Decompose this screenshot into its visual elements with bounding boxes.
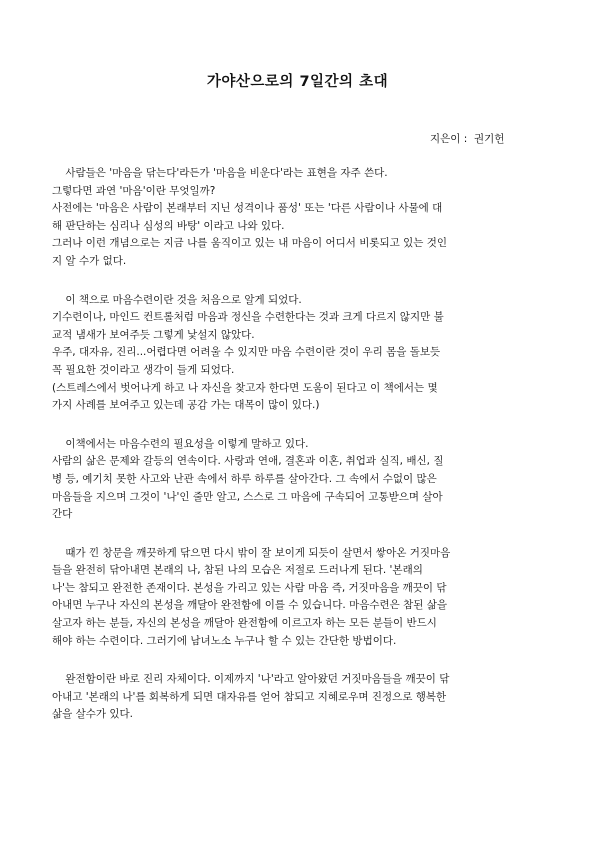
text-line: (스트레스에서 벗어나게 하고 나 자신을 찾고자 한다면 도움이 된다고 이 책에서는 몇 [52, 381, 438, 394]
text-line: 아내고 '본래의 나'를 회복하게 되면 대자유를 얻어 참되고 지혜로우며 진정으로 행복한 [52, 690, 447, 703]
text-line: 지 알 수가 없다. [52, 254, 127, 267]
text-line: 마음들을 지으며 그것이 '나'인 줄만 알고, 스스로 그 마음에 구속되어 고통받으며 살아 [52, 490, 443, 503]
text-line: 병 등, 예기치 못한 사고와 난관 속에서 하루 하루를 살아간다. 그 속에서 수없이 많은 [52, 472, 437, 485]
text-line: 사람들은 '마음을 닦는다'라든가 '마음을 비운다'라는 표현을 자주 쓴다. [52, 167, 388, 179]
text-line: 기수련이나, 마인드 컨트롤처럼 마음과 정신을 수련한다는 것과 크게 다르지 않지만 불 [52, 311, 444, 324]
text-line: 삶을 살수가 있다. [52, 708, 134, 721]
paragraph [52, 545, 549, 651]
text-line: 나'는 참되고 완전한 존재이다. 본성을 가리고 있는 사람 마음 즉, 거짓마음을 깨끗이 닦 [52, 581, 447, 594]
page-title: 가야산으로의 7일간의 초대 [206, 74, 389, 90]
text-line: 때가 낀 창문을 깨끗하게 닦으면 다시 밖이 잘 보이게 되듯이 살면서 쌓아온 거짓마음 [52, 546, 451, 559]
paragraph [52, 436, 549, 524]
paragraph [52, 292, 549, 415]
text-line: 해야 하는 수련이다. 그러기에 남녀노소 누구나 할 수 있는 간단한 방법이다. [52, 634, 397, 647]
document-body [52, 165, 549, 745]
text-line: 교적 냄새가 보여주듯 그렇게 낯설지 않았다. [52, 328, 255, 341]
text-line: 꼭 필요한 것이라고 생각이 들게 되었다. [52, 363, 235, 376]
text-line: 그렇다면 과연 '마음'이란 무엇일까? [52, 184, 216, 197]
text-line: 이 책으로 마음수련이란 것을 처음으로 알게 되었다. [52, 293, 302, 306]
text-line: 그러나 이런 개념으로는 지금 나를 움직이고 있는 내 마음이 어디서 비롯되고 있는 것인 [52, 237, 448, 250]
paragraph [52, 671, 549, 724]
text-line: 이책에서는 마음수련의 필요성을 이렇게 말하고 있다. [52, 437, 309, 450]
text-line: 아내면 누구나 자신의 본성을 깨달아 완전함에 이를 수 있습니다. 마음수련은 참된 삶을 [52, 599, 448, 612]
paragraph [52, 165, 549, 271]
text-line: 살고자 하는 분들, 자신의 본성을 깨달아 완전함에 이르고자 하는 모든 분들이 반드시 [52, 617, 437, 630]
text-line: 해 판단하는 심리나 심성의 바탕' 이라고 나와 있다. [52, 219, 285, 232]
author-line: 지은이 : 권기헌 [430, 133, 505, 145]
text-line: 들을 완전히 닦아내면 본래의 나, 참된 나의 모습은 저절로 드러나게 된다. '본래의 [52, 564, 423, 577]
text-line: 사전에는 '마음은 사람이 본래부터 지닌 성격이나 품성' 또는 '다른 사람이나 사물에 대 [52, 202, 443, 215]
text-line: 가지 사례를 보여주고 있는데 공감 가는 대목이 많이 있다.) [52, 399, 320, 412]
text-line: 간다 [52, 508, 73, 521]
text-line: 사람의 삶은 문제와 갈등의 연속이다. 사랑과 연애, 결혼과 이혼, 취업과 실직, 배신, 질 [52, 455, 444, 468]
text-line: 완전함이란 바로 진리 자체이다. 이제까지 '나'라고 알아왔던 거짓마음들을 깨끗이 닦 [52, 673, 450, 686]
text-line: 우주, 대자유, 진리...어렵다면 어려울 수 있지만 마음 수련이란 것이 우리 몸을 돌보듯 [52, 346, 441, 359]
